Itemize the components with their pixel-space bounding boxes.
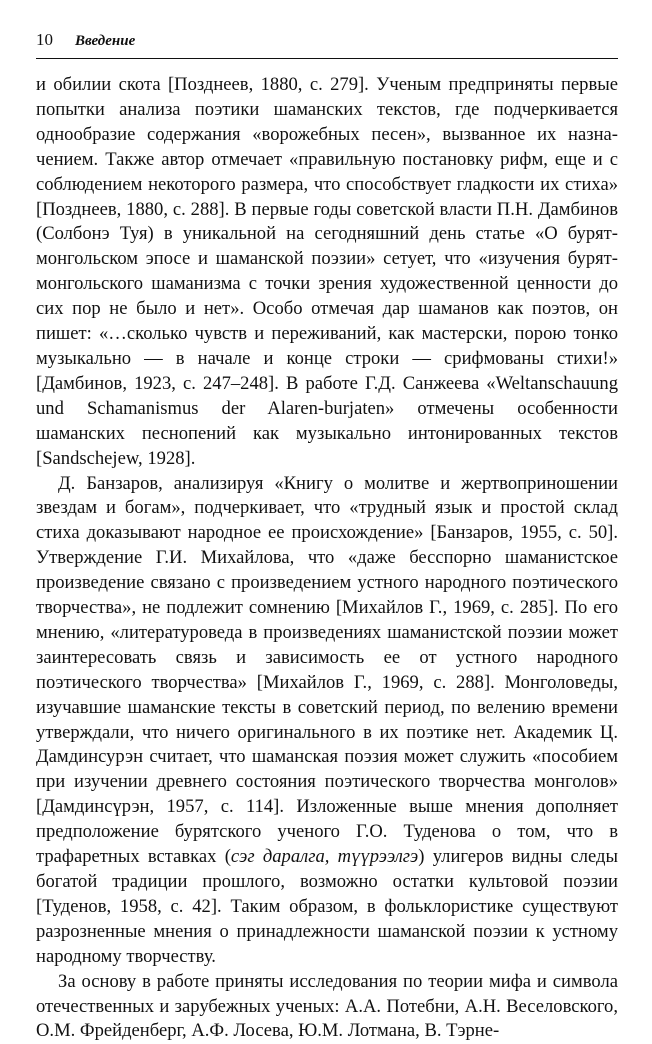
paragraph-2-italic-term: сэг даралга, түүрээлгэ <box>230 846 419 868</box>
paragraph-1: и обилии скота [Позднеев, 1880, с. 279]. Ученым предприняты первые попытки анализа поэтики шаманских текстов, где подчеркивается однообразие содержания «ворожебных песен», вызванное их назначением. Также автор отмечает «правильную постановку рифм, еще и с соблюдением некоторого размера, что способствует гладкости их стиха» [Позднеев, 1880, с. 288]. В первые годы советской власти П.Н. Дамбинов (Солбонэ Туя) в уникальной на сегодняшний день статье «О бурят-монгольском эпосе и шаманской поэзии» сетует, что «изучения бурят-монгольского шаманизма с точки зрения художественной ценности до сих пор не было и нет». Особо отмечая дар шаманов как поэтов, он пишет: «…сколько чувств и переживаний, как мастерски, порою тонко музыкально — в начале и конце строки — срифмованы стихи!» [Дамбинов, 1923, с. 247–248]. В работе Г.Д. Санжеева «Weltanschauung und Schamanismus der Alaren-burjaten» отмечены особенности шаманских песнопений как музыкально интонированных текстов [Sandschejew, 1928]. <box>36 74 618 469</box>
paragraph-3: За основу в работе приняты исследования по теории мифа и символа отечественных и зарубежных ученых: А.А. Потебни, А.Н. Веселовского, О.М. Фрейденберг, А.Ф. Лосева, Ю.М. Лотмана, В. Тэрне- <box>36 970 618 1042</box>
page-number: 10 <box>36 30 53 49</box>
page-header <box>36 30 618 56</box>
paragraph-2 <box>36 472 618 970</box>
book-page <box>36 30 618 1044</box>
header-rule <box>36 58 618 59</box>
paragraph-2-text-start: Д. Банзаров, анализируя «Книгу о молитве и жертвоприношении звездам и богам», подчеркивает, что «трудный язык и простой склад стиха доказывают народное ее происхождение» [Банзаров, 1955, с. 50]. Утверждение Г.И. Михайлова, что «даже бесспорно шаманистское произведение связано с произведением устного народного поэтического творчества», не подлежит сомнению [Михайлов Г., 1969, с. 285]. По его мнению, «литературоведа в произведениях шаманистской поэзии может заинтересовать связь и зависимость ее от устного народного поэтического творчества» [Михайлов Г., 1969, с. 288]. Монголоведы, изучавшие шаманские тексты в советский период, по велению времени утверждали, что ничего оригинального в их поэтике нет. Академик Ц. Дамдинсурэн считает, что шаманская поэзия может служить «пособием при изучении древнего состояния поэтического творчества монголов» [Дамдинсүрэн, 1957, с. 114]. Изложенные выше мнения дополняет предположение бурятского ученого Г.О. Туденова о том, что в трафаретных вставках ( <box>36 472 618 868</box>
paragraph-2-text-end: ) улигеров видны следы богатой традиции прошлого, возможно остатки культовой поэзии [Туденов, 1958, с. 42]. Таким образом, в фольклористике существуют разрозненные мнения о принадлежности шаманской поэзии к устному народному творчеству. <box>36 846 619 967</box>
running-title: Введение <box>75 33 136 49</box>
body-text <box>36 73 618 1044</box>
